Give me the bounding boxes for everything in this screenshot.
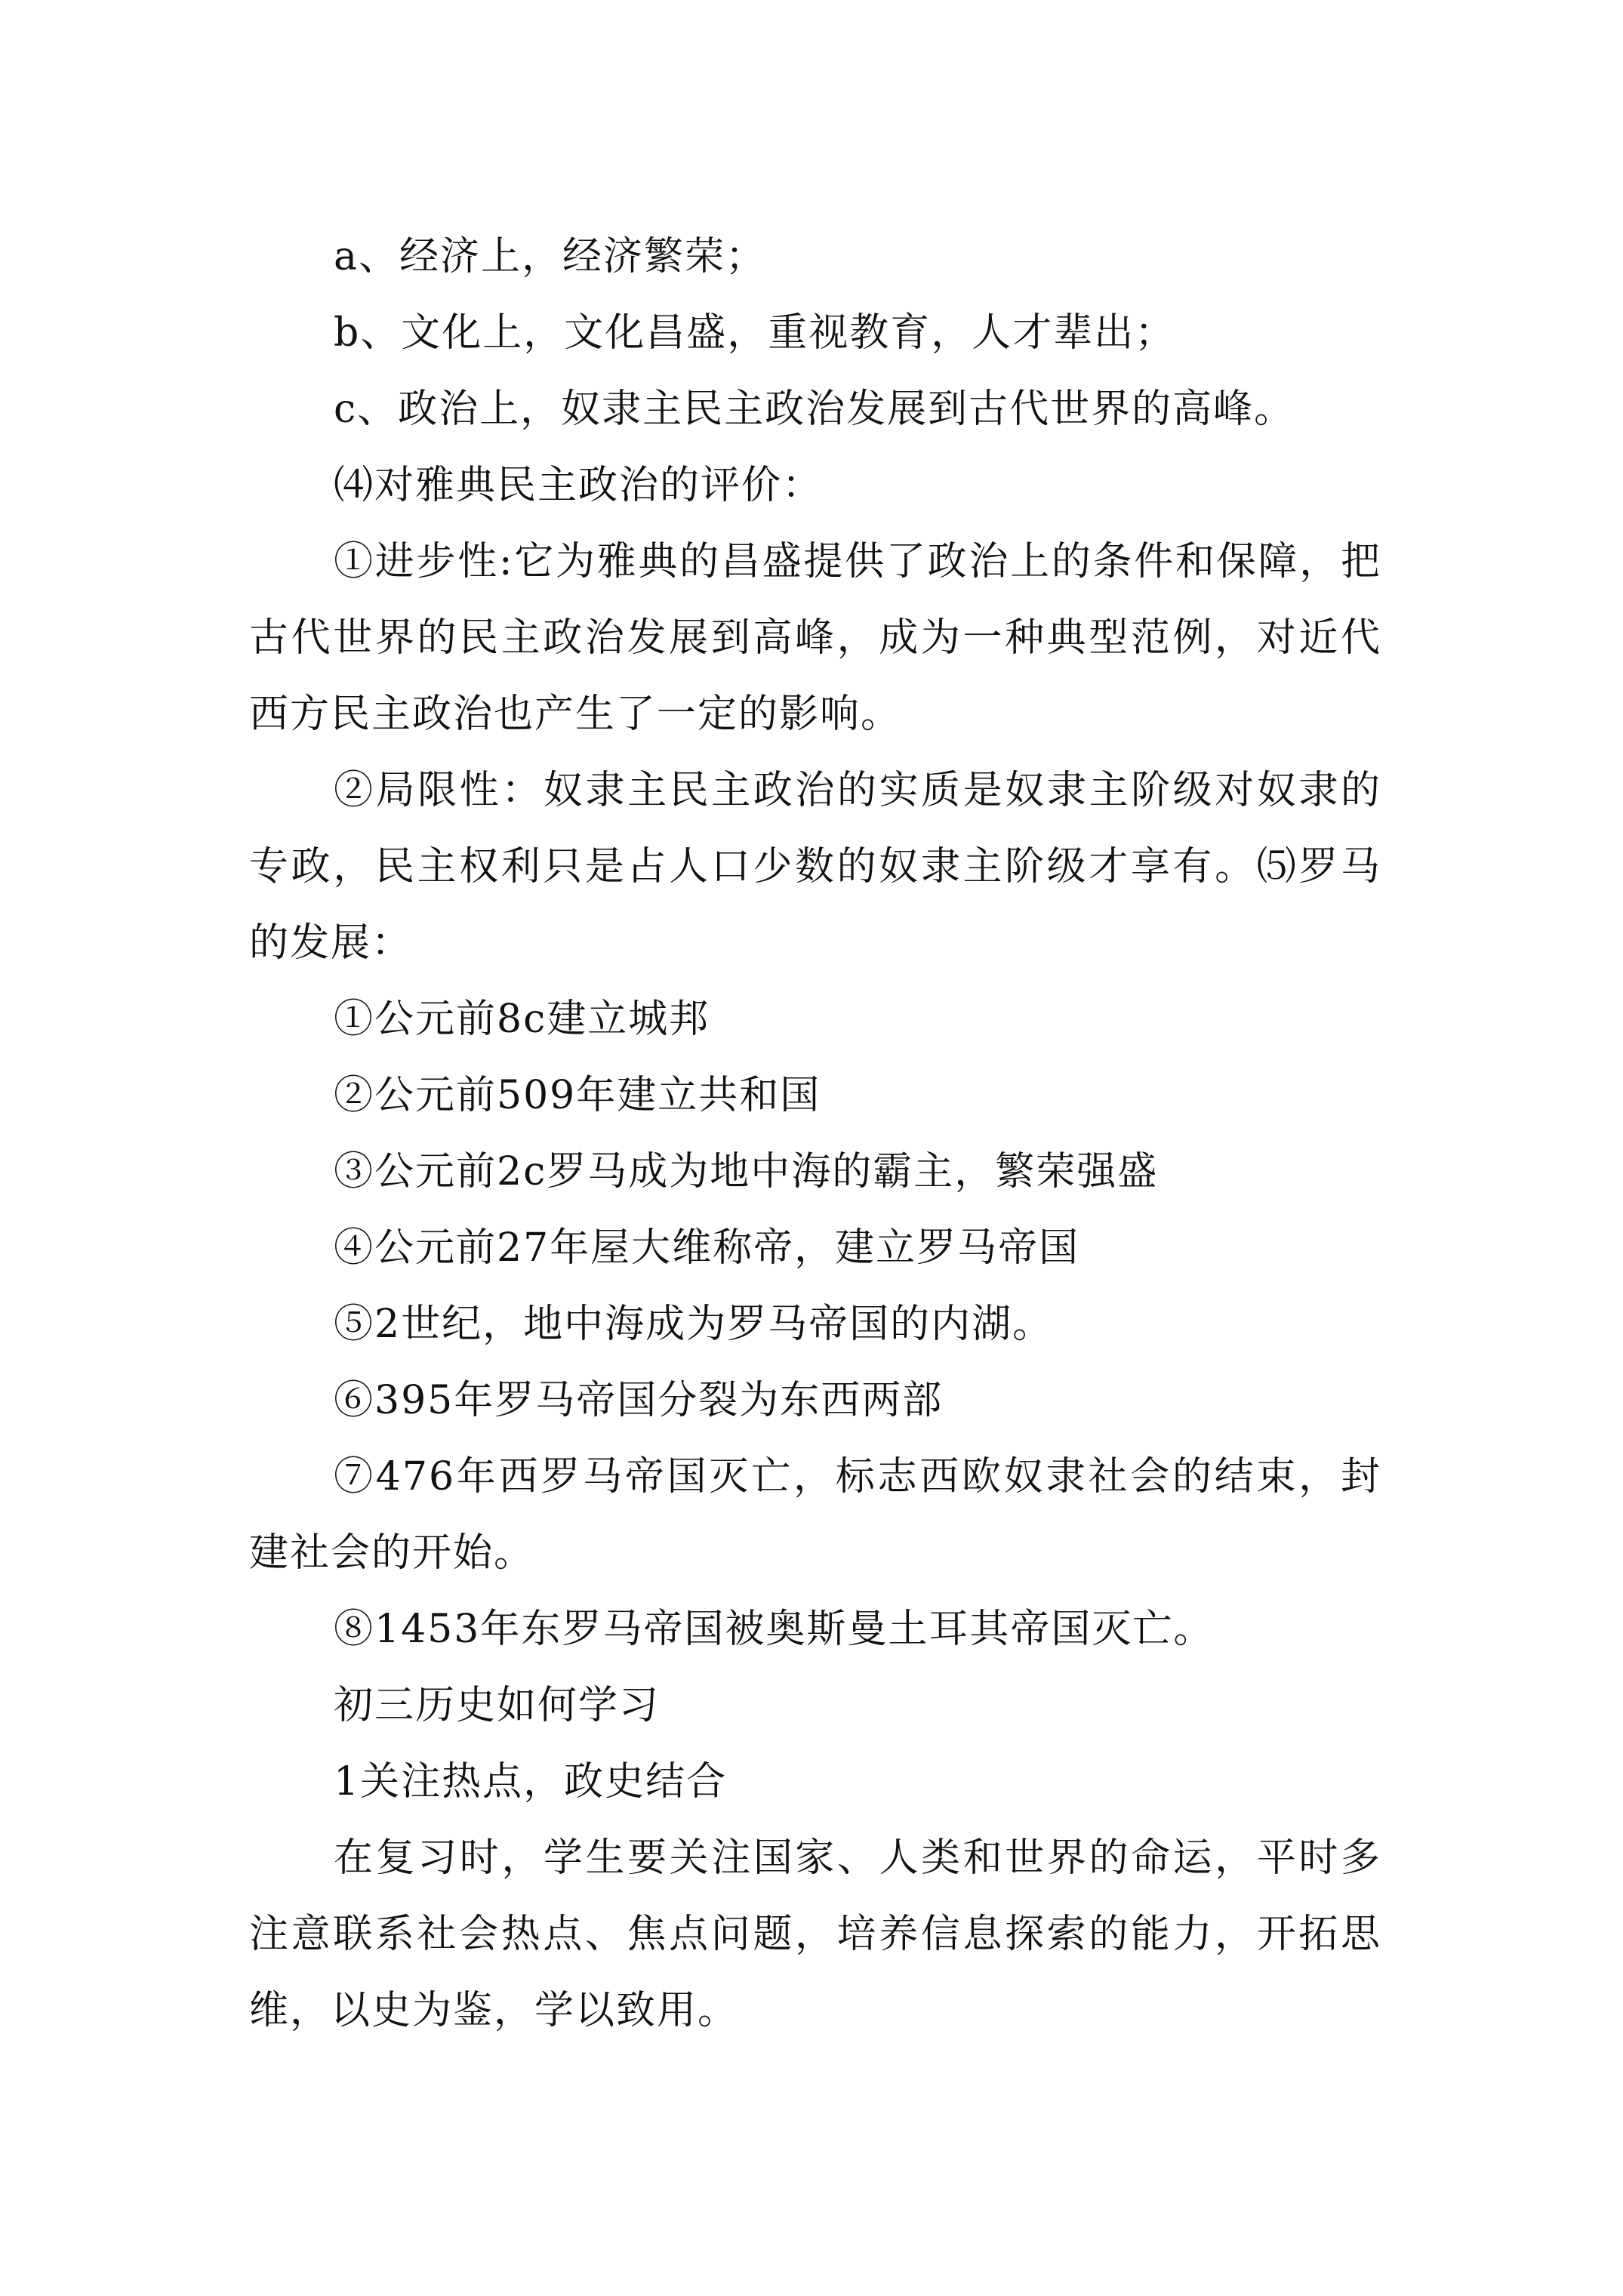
list-item-rome-7: ⑦476年西罗马帝国灭亡，标志西欧奴隶社会的结束，封建社会的开始。 [249,1454,1381,1576]
list-item-rome-1: ①公元前8c建立城邦 [334,997,710,1042]
paragraph-culture: b、文化上，文化昌盛，重视教育，人才辈出； [334,310,1176,356]
section-heading-study-methods: 初三历史如何学习 [334,1683,661,1728]
paragraph-economy: a、经济上，经济繁荣； [334,234,767,279]
paragraph-politics: c、政治上，奴隶主民主政治发展到古代世界的高峰。 [334,387,1295,432]
list-item-rome-3: ③公元前2c罗马成为地中海的霸主，繁荣强盛 [334,1149,1159,1194]
paragraph-review-advice: 在复习时，学生要关注国家、人类和世界的命运，平时多注意联系社会热点、焦点问题，培养信息探索的能力，开拓思维，以史为鉴，学以致用。 [249,1835,1381,2033]
paragraph-limitations: ②局限性：奴隶主民主政治的实质是奴隶主阶级对奴隶的专政，民主权利只是占人口少数的奴隶主阶级才享有。⑸罗马的发展： [249,768,1381,966]
subheading-hot-topics: 1关注热点，政史结合 [334,1759,728,1804]
list-item-rome-6: ⑥395年罗马帝国分裂为东西两部 [334,1378,944,1423]
list-item-rome-8: ⑧1453年东罗马帝国被奥斯曼土耳其帝国灭亡。 [334,1607,1215,1652]
list-item-rome-2: ②公元前509年建立共和国 [334,1073,821,1118]
list-item-rome-5: ⑤2世纪，地中海成为罗马帝国的内湖。 [334,1302,1054,1347]
document-body [249,219,1381,2049]
paragraph-progressiveness: ①进步性:它为雅典的昌盛提供了政治上的条件和保障，把古代世界的民主政治发展到高峰，成为一种典型范例，对近代西方民主政治也产生了一定的影响。 [249,539,1381,737]
list-item-rome-4: ④公元前27年屋大维称帝，建立罗马帝国 [334,1225,1080,1271]
section-heading-athens-evaluation: ⑷对雅典民主政治的评价： [334,463,824,508]
